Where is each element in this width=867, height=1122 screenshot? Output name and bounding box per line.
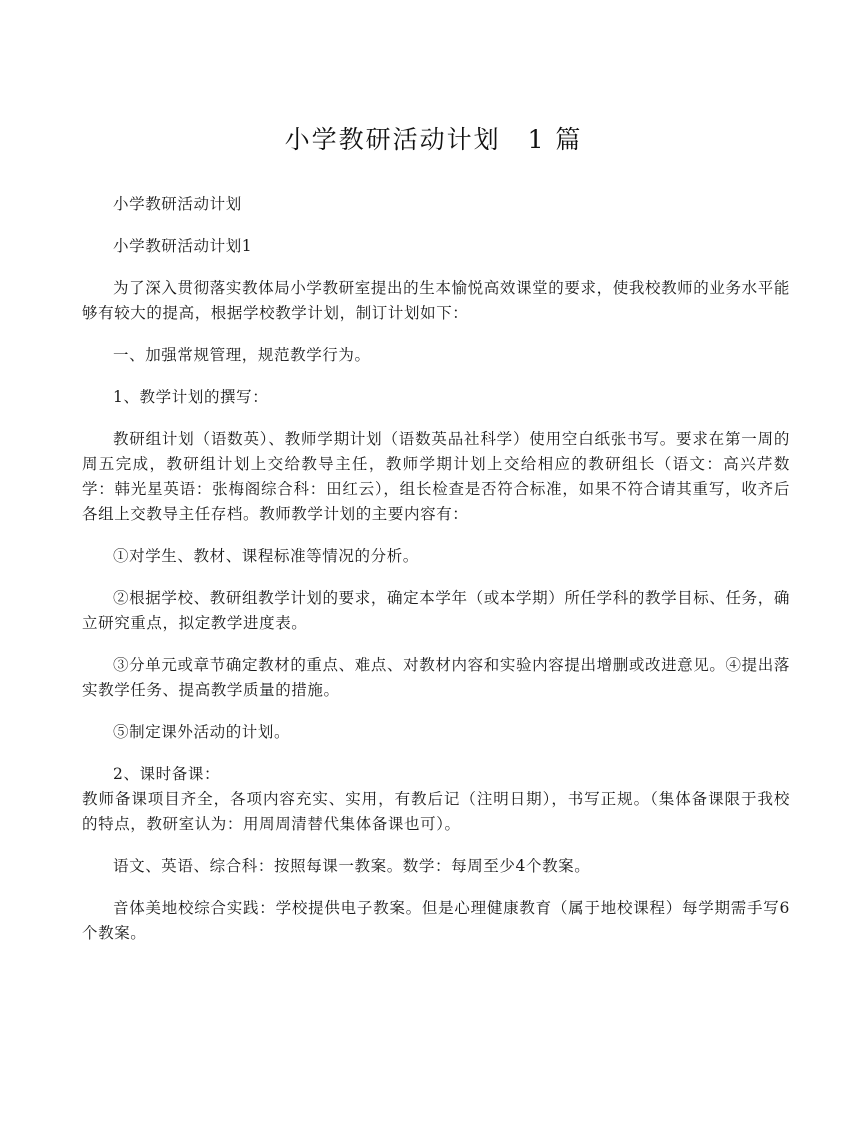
paragraph-subject-requirements: 语文、英语、综合科：按照每课一教案。数学：每周至少4个教案。 bbox=[113, 857, 591, 875]
paragraph-intro: 为了深入贯彻落实教体局小学教研室提出的生本愉悦高效课堂的要求，使我校教师的业务水平能够有较大的提高，根据学校教学计划，制订计划如下： bbox=[82, 279, 790, 322]
list-item-1: ①对学生、教材、课程标准等情况的分析。 bbox=[113, 547, 419, 565]
subsection-heading-1: 1、教学计划的撰写： bbox=[113, 388, 269, 406]
list-item-3-4: ③分单元或章节确定教材的重点、难点、对教材内容和实验内容提出增删或改进意见。④提出落实教学任务、提高教学质量的措施。 bbox=[82, 656, 790, 699]
paragraph-heading-2: 小学教研活动计划1 bbox=[113, 237, 253, 255]
paragraph-practice-requirements: 音体美地校综合实践：学校提供电子教案。但是心理健康教育（属于地校课程）每学期需手写6个教案。 bbox=[82, 899, 790, 942]
subsection-heading-2: 2、课时备课： bbox=[113, 765, 221, 783]
paragraph-lesson-prep: 教师备课项目齐全，各项内容充实、实用，有教后记（注明日期），书写正规。（集体备课限于我校的特点，教研室认为：用周周清替代集体备课也可）。 bbox=[82, 790, 790, 833]
document-body bbox=[82, 192, 790, 963]
paragraph-heading-1: 小学教研活动计划 bbox=[113, 195, 242, 213]
section-heading-1: 一、加强常规管理，规范教学行为。 bbox=[113, 346, 371, 364]
list-item-5: ⑤制定课外活动的计划。 bbox=[113, 723, 291, 741]
list-item-2: ②根据学校、教研组教学计划的要求，确定本学年（或本学期）所任学科的教学目标、任务，确立研究重点，拟定教学进度表。 bbox=[82, 589, 790, 632]
document-title: 小学教研活动计划 1 篇 bbox=[284, 125, 583, 154]
paragraph-plan-requirements: 教研组计划（语数英）、教师学期计划（语数英品社科学）使用空白纸张书写。要求在第一周的周五完成，教研组计划上交给教导主任，教师学期计划上交给相应的教研组长（语文：高兴芹数学：韩光星英语：张梅阁综合科：田红云），组长检查是否符合标准，如果不符合请其重写，收齐后各组上交教导主任存档。教师教学计划的主要内容有： bbox=[82, 430, 790, 523]
